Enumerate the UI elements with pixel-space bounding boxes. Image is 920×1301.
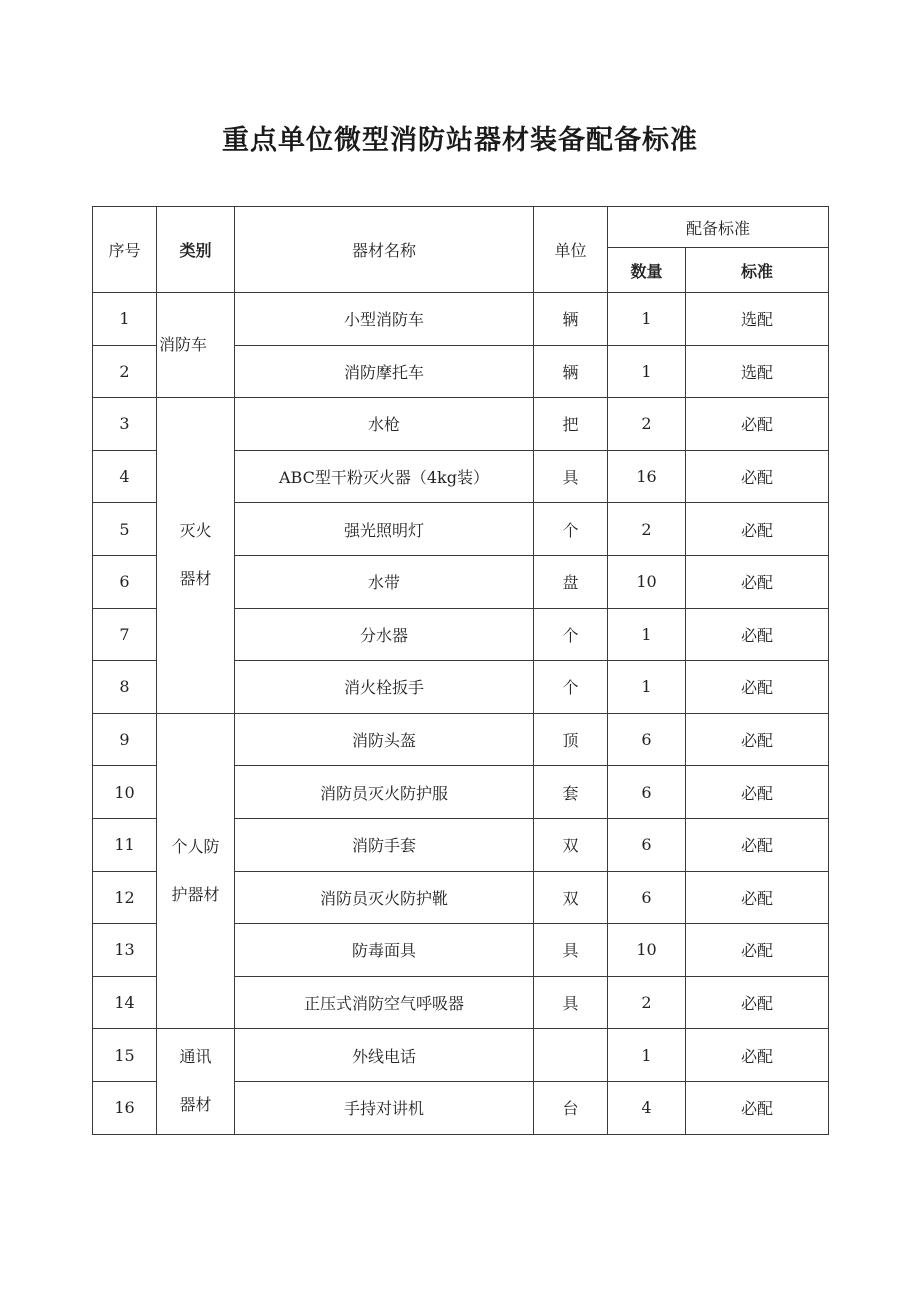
- row-unit: 个: [534, 503, 608, 556]
- row-quantity: 1: [608, 345, 686, 398]
- row-seq: 15: [93, 1029, 157, 1082]
- row-quantity: 1: [608, 293, 686, 346]
- row-quantity: 6: [608, 713, 686, 766]
- row-seq: 3: [93, 398, 157, 451]
- row-standard: 必配: [686, 398, 829, 451]
- row-standard: 必配: [686, 555, 829, 608]
- row-quantity: 10: [608, 924, 686, 977]
- row-seq: 12: [93, 871, 157, 924]
- row-unit: 具: [534, 924, 608, 977]
- row-seq: 16: [93, 1081, 157, 1134]
- row-unit: 具: [534, 976, 608, 1029]
- row-name: 消防员灭火防护靴: [235, 871, 534, 924]
- row-seq: 9: [93, 713, 157, 766]
- category-protection: [157, 713, 235, 1029]
- table-row: [93, 398, 829, 451]
- row-name: 消防摩托车: [235, 345, 534, 398]
- row-quantity: 2: [608, 976, 686, 1029]
- row-name: 消防头盔: [235, 713, 534, 766]
- row-standard: 必配: [686, 450, 829, 503]
- row-name: ABC型干粉灭火器（4kg装）: [235, 450, 534, 503]
- row-quantity: 6: [608, 871, 686, 924]
- row-quantity: 10: [608, 555, 686, 608]
- header-name: 器材名称: [235, 207, 534, 293]
- row-name: 正压式消防空气呼吸器: [235, 976, 534, 1029]
- row-unit: 顶: [534, 713, 608, 766]
- row-name: 消火栓扳手: [235, 661, 534, 714]
- row-quantity: 1: [608, 608, 686, 661]
- row-unit: 双: [534, 818, 608, 871]
- equipment-table: [92, 206, 829, 1135]
- row-standard: 必配: [686, 503, 829, 556]
- row-standard: 必配: [686, 871, 829, 924]
- table-body: [93, 293, 829, 1135]
- row-unit: 套: [534, 766, 608, 819]
- row-quantity: 4: [608, 1081, 686, 1134]
- row-name: 水枪: [235, 398, 534, 451]
- header-unit: 单位: [534, 207, 608, 293]
- row-name: 消防员灭火防护服: [235, 766, 534, 819]
- page-title: 重点单位微型消防站器材装备配备标准: [222, 125, 698, 156]
- row-seq: 1: [93, 293, 157, 346]
- row-seq: 8: [93, 661, 157, 714]
- row-seq: 5: [93, 503, 157, 556]
- table-row: [93, 713, 829, 766]
- header-quantity: 数量: [608, 248, 686, 293]
- row-name: 外线电话: [235, 1029, 534, 1082]
- row-quantity: 1: [608, 1029, 686, 1082]
- category-label: 器材: [179, 1095, 212, 1115]
- row-standard: 选配: [686, 345, 829, 398]
- row-standard: 必配: [686, 976, 829, 1029]
- category-vehicle: [157, 293, 235, 398]
- table-row: [93, 1029, 829, 1082]
- row-quantity: 2: [608, 398, 686, 451]
- header-seq: 序号: [93, 207, 157, 293]
- category-label: 通讯: [179, 1047, 212, 1067]
- row-seq: 2: [93, 345, 157, 398]
- category-label: 护器材: [171, 885, 220, 905]
- row-name: 强光照明灯: [235, 503, 534, 556]
- row-unit: 个: [534, 608, 608, 661]
- row-standard: 必配: [686, 608, 829, 661]
- row-unit: 辆: [534, 293, 608, 346]
- row-unit: 个: [534, 661, 608, 714]
- row-name: 分水器: [235, 608, 534, 661]
- row-standard: 必配: [686, 818, 829, 871]
- row-unit: 盘: [534, 555, 608, 608]
- row-seq: 7: [93, 608, 157, 661]
- row-quantity: 6: [608, 766, 686, 819]
- row-name: 手持对讲机: [235, 1081, 534, 1134]
- row-unit: 双: [534, 871, 608, 924]
- row-standard: 必配: [686, 713, 829, 766]
- row-standard: 必配: [686, 661, 829, 714]
- row-standard: 必配: [686, 1081, 829, 1134]
- row-quantity: 16: [608, 450, 686, 503]
- row-name: 防毒面具: [235, 924, 534, 977]
- header-standard: 标准: [686, 248, 829, 293]
- table-row: [93, 293, 829, 346]
- row-unit: [534, 1029, 608, 1082]
- row-name: 水带: [235, 555, 534, 608]
- category-comm: [157, 1029, 235, 1134]
- row-quantity: 6: [608, 818, 686, 871]
- row-name: 小型消防车: [235, 293, 534, 346]
- row-seq: 14: [93, 976, 157, 1029]
- row-quantity: 1: [608, 661, 686, 714]
- row-seq: 10: [93, 766, 157, 819]
- category-label: 个人防: [171, 837, 220, 857]
- category-extinguish: [157, 398, 235, 714]
- row-standard: 选配: [686, 293, 829, 346]
- row-seq: 6: [93, 555, 157, 608]
- category-label: 灭火: [179, 521, 212, 541]
- row-seq: 11: [93, 818, 157, 871]
- row-unit: 台: [534, 1081, 608, 1134]
- row-quantity: 2: [608, 503, 686, 556]
- row-standard: 必配: [686, 1029, 829, 1082]
- header-category: 类别: [157, 207, 235, 293]
- category-label: 器材: [179, 569, 212, 589]
- category-label: 消防车: [159, 335, 208, 355]
- row-standard: 必配: [686, 766, 829, 819]
- row-standard: 必配: [686, 924, 829, 977]
- header-standard-group: 配备标准: [608, 207, 829, 248]
- row-seq: 4: [93, 450, 157, 503]
- row-seq: 13: [93, 924, 157, 977]
- row-unit: 具: [534, 450, 608, 503]
- row-unit: 把: [534, 398, 608, 451]
- row-unit: 辆: [534, 345, 608, 398]
- row-name: 消防手套: [235, 818, 534, 871]
